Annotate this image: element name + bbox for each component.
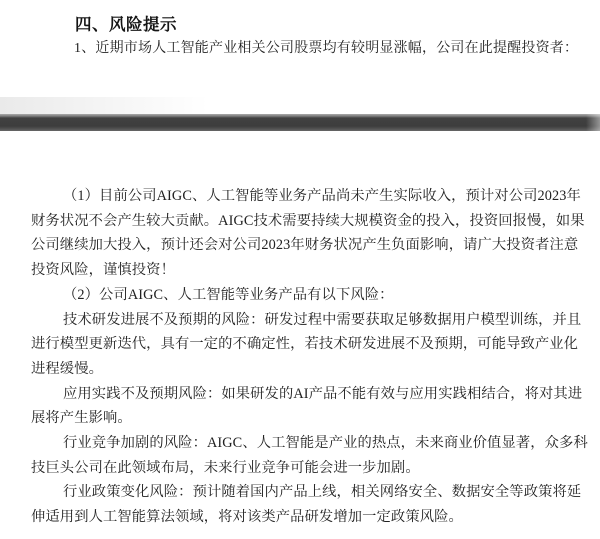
- intro-line: 1、近期市场人工智能产业相关公司股票均有较明显涨幅，公司在此提醒投资者：: [74, 41, 579, 56]
- body-text-line: 行业竞争加剧的风险：AIGC、人工智能是产业的热点，未来商业价值显著，众多科: [63, 435, 588, 452]
- page-divider-bar: [0, 114, 600, 131]
- body-text-line: 投资风险，谨慎投资！: [31, 262, 175, 279]
- body-page-fragment: [31, 184, 588, 530]
- body-text-line: 伸适用到人工智能算法领域，将对该类产品研发增加一定政策风险。: [31, 509, 463, 526]
- body-text-line: 公司继续加大投入，预计还会对公司2023年财务状况产生负面影响，请广大投资者注意: [31, 237, 579, 254]
- body-text-line: 技术研发进展不及预期的风险：研发过程中需要获取足够数据用户模型训练，并且: [63, 311, 582, 328]
- body-text-line: 进行模型更新迭代，具有一定的不确定性，若技术研发进展不及预期，可能导致产业化: [31, 336, 579, 353]
- section-heading: 四、风险提示: [75, 15, 177, 34]
- body-text-line: （2）公司AIGC、人工智能等业务产品有以下风险：: [63, 286, 394, 303]
- scan-edge-artifact: [0, 97, 260, 115]
- body-text-line: 进程缓慢。: [31, 360, 103, 377]
- body-text-line: 应用实践不及预期风险：如果研发的AI产品不能有效与应用实践相结合，将对其进: [63, 385, 583, 402]
- body-text-line: （1）目前公司AIGC、人工智能等业务产品尚未产生实际收入，预计对公司2023年: [63, 188, 581, 204]
- body-text-line: 展将产生影响。: [31, 410, 132, 427]
- body-text-line: 技巨头公司在此领域布局，未来行业竞争可能会进一步加剧。: [31, 459, 420, 476]
- body-text-line: 行业政策变化风险：预计随着国内产品上线，相关网络安全、数据安全等政策将延: [63, 484, 582, 501]
- body-text-line: 财务状况不会产生较大贡献。AIGC技术需要持续大规模资金的投入，投资回报慢，如果: [31, 212, 585, 229]
